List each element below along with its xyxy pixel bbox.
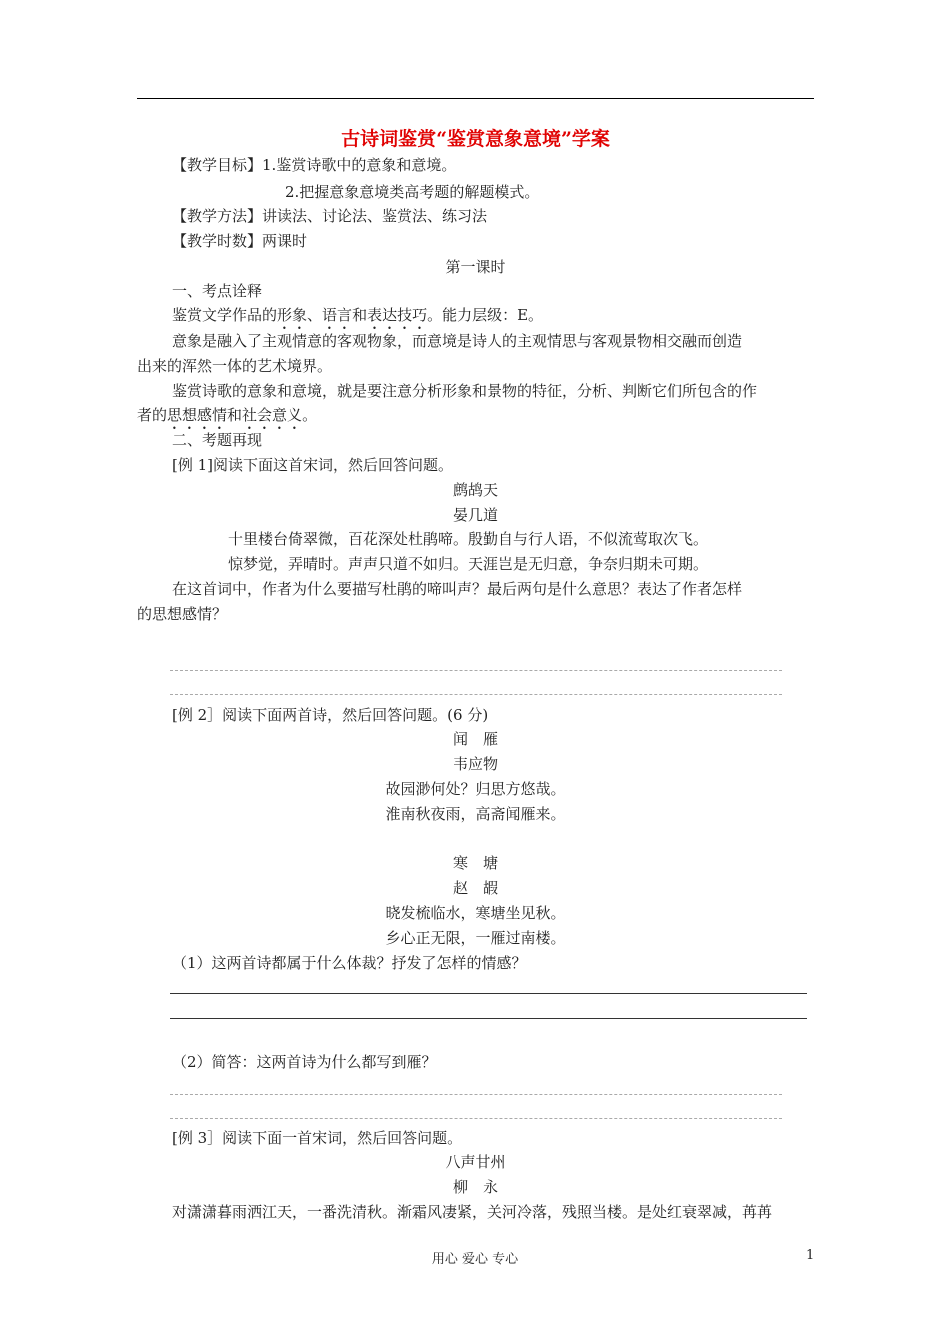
example-1-question-line-1: 在这首词中，作者为什么要描写杜鹃的啼叫声？最后两句是什么意思？表达了作者怎样 <box>172 580 743 598</box>
p3-text-a: 者的 <box>137 406 168 424</box>
answer-line[interactable] <box>170 1094 782 1095</box>
p3-text-c: 和 <box>227 406 243 424</box>
example-1-question-line-2: 的思想感情？ <box>137 605 228 623</box>
p1-text-e: 和 <box>352 306 368 324</box>
p1-text-c: 、 <box>307 306 323 324</box>
goals-label: 【教学目标】 <box>172 156 263 174</box>
keyword-technique: 表达技巧 <box>367 306 428 324</box>
section-1-paragraph-1 <box>172 305 543 333</box>
example-2-poem-1-title: 闻 雁 <box>452 730 498 748</box>
example-2-poem-1-author: 韦应物 <box>452 755 498 773</box>
answer-line[interactable] <box>170 1118 782 1119</box>
example-2-prompt: [例 2］阅读下面两首诗，然后回答问题。(6 分) <box>172 706 489 724</box>
section-1-paragraph-2-line-1: 意象是融入了主观情意的客观物象，而意境是诗人的主观情思与客观景物相交融而创造 <box>172 332 743 350</box>
answer-line[interactable] <box>170 694 782 695</box>
methods-text: 讲读法、讨论法、鉴赏法、练习法 <box>262 207 488 225</box>
section-2-heading: 二、考题再现 <box>172 431 263 449</box>
document-title: 古诗词鉴赏“鉴赏意象意境”学案 <box>341 128 610 150</box>
p1-text-g: 。能力层级：E。 <box>427 306 544 324</box>
p1-text-a: 鉴赏文学作品的 <box>172 306 278 324</box>
example-1-prompt: [例 1]阅读下面这首宋词，然后回答问题。 <box>172 456 454 474</box>
teaching-goals <box>172 155 456 175</box>
hours-text: 两课时 <box>262 232 308 250</box>
p3-text-e: 。 <box>302 406 318 424</box>
answer-line[interactable] <box>170 1018 807 1019</box>
goals-line-2: 2.把握意象意境类高考题的解题模式。 <box>285 183 540 201</box>
example-3-poem-line-1: 对潇潇暮雨洒江天，一番洗清秋。渐霜风凄紧，关河冷落，残照当楼。是处红衰翠减，苒苒 <box>172 1203 773 1221</box>
example-3-prompt: [例 3］阅读下面一首宋词，然后回答问题。 <box>172 1129 463 1147</box>
keyword-thoughts: 思想感情 <box>167 406 228 424</box>
example-1-poem-line-2: 惊梦觉，弄晴时。声声只道不如归。天涯岂是无归意，争奈归期未可期。 <box>228 555 709 573</box>
footer-slogan: 用心 爱心 专心 <box>431 1252 519 1267</box>
goals-line-1: 1.鉴赏诗歌中的意象和意境。 <box>262 156 457 174</box>
example-1-poem-line-1: 十里楼台倚翠微，百花深处杜鹃啼。殷勤自与行人语，不似流莺取次飞。 <box>228 530 709 548</box>
section-1-heading: 一、考点诠释 <box>172 282 263 300</box>
page-number: 1 <box>806 1248 815 1263</box>
answer-line[interactable] <box>170 993 807 994</box>
example-3-poem-title: 八声甘州 <box>445 1153 506 1171</box>
teaching-methods <box>172 206 487 226</box>
header-rule <box>137 98 814 99</box>
example-3-author: 柳 永 <box>452 1178 498 1196</box>
example-2-question-2: （2）简答：这两首诗为什么都写到雁？ <box>172 1053 437 1071</box>
teaching-hours <box>172 231 307 251</box>
lesson-title: 第一课时 <box>445 258 506 276</box>
example-2-poem-1-line-1: 故园渺何处？归思方悠哉。 <box>385 780 566 798</box>
example-2-question-1: （1）这两首诗都属于什么体裁？抒发了怎样的情感？ <box>172 954 527 972</box>
methods-label: 【教学方法】 <box>172 207 263 225</box>
answer-line[interactable] <box>170 670 782 671</box>
example-2-poem-1-line-2: 淮南秋夜雨，高斋闻雁来。 <box>385 805 566 823</box>
keyword-social-meaning: 社会意义 <box>242 406 303 424</box>
keyword-image: 形象 <box>277 306 308 324</box>
section-1-paragraph-3-line-1: 鉴赏诗歌的意象和意境，就是要注意分析形象和景物的特征，分析、判断它们所包含的作 <box>172 382 758 400</box>
example-2-poem-2-title: 寒 塘 <box>452 854 498 872</box>
keyword-language: 语言 <box>322 306 353 324</box>
section-1-paragraph-2-line-2: 出来的浑然一体的艺术境界。 <box>137 357 333 375</box>
example-2-poem-2-line-2: 乡心正无限，一雁过南楼。 <box>385 929 566 947</box>
section-1-paragraph-3-line-2 <box>137 405 317 433</box>
example-1-poem-title: 鹧鸪天 <box>452 481 498 499</box>
example-1-author: 晏几道 <box>452 506 498 524</box>
example-2-poem-2-author: 赵 嘏 <box>452 879 498 897</box>
hours-label: 【教学时数】 <box>172 232 263 250</box>
example-2-poem-2-line-1: 晓发梳临水，寒塘坐见秋。 <box>385 904 566 922</box>
